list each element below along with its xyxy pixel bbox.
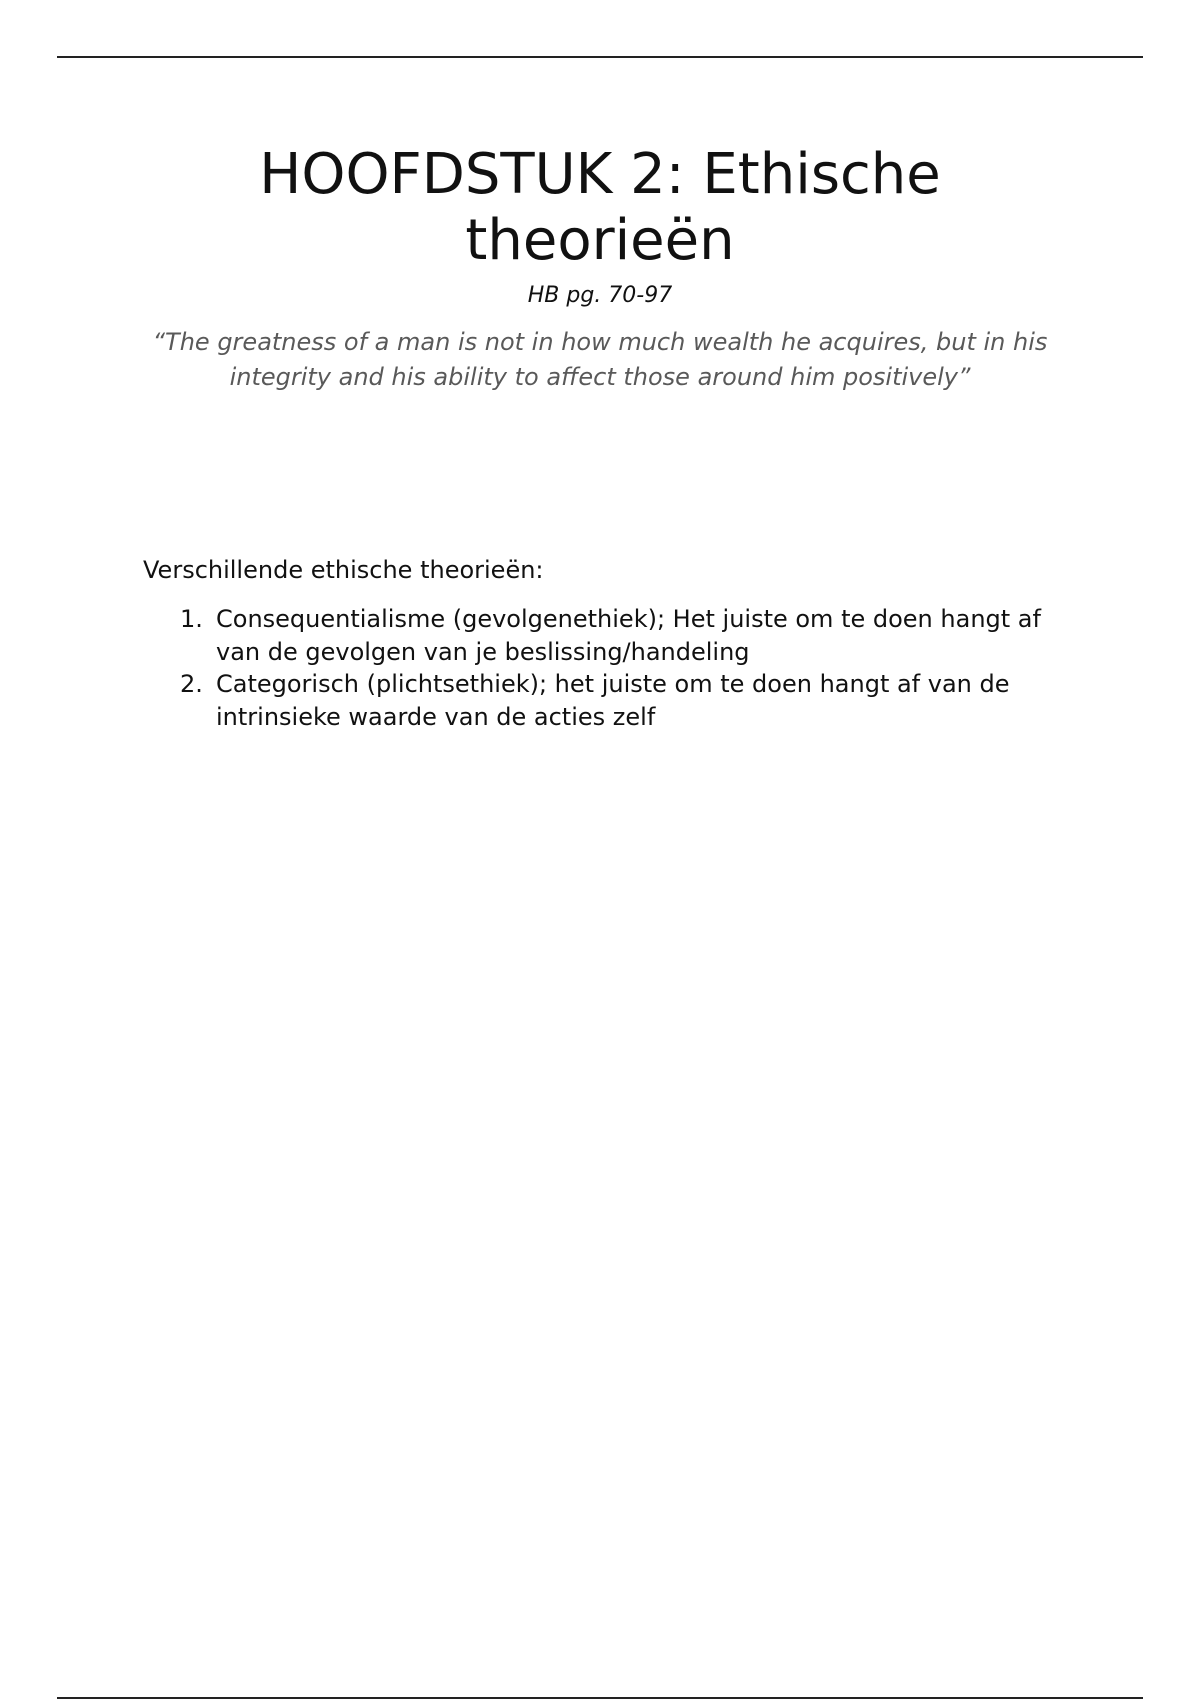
list-item: [143, 603, 1103, 668]
list-item-text: Consequentialisme (gevolgenethiek); Het juiste om te doen hangt af: [216, 605, 1041, 633]
theories-list: [143, 603, 1103, 733]
bottom-divider: [57, 1697, 1143, 1699]
list-intro: Verschillende ethische theorieën:: [143, 556, 544, 584]
page-title-line: theorieën: [465, 208, 735, 273]
quote-line: “The greatness of a man is not in how much wealth he acquires, but in his: [152, 328, 1048, 356]
list-item-number: 2.: [180, 670, 203, 698]
list-item: [143, 668, 1103, 733]
page-title: [0, 142, 1200, 274]
list-item-text: van de gevolgen van je beslissing/handeling: [216, 637, 750, 666]
list-item-number: 1.: [180, 605, 203, 633]
page-title-line: HOOFDSTUK 2: Ethische: [259, 142, 941, 207]
top-divider: [57, 56, 1143, 58]
list-item-text: intrinsieke waarde van de acties zelf: [216, 702, 656, 731]
list-item-text: Categorisch (plichtsethiek); het juiste om te doen hangt af van de: [216, 670, 1010, 698]
quote: [120, 325, 1080, 395]
page-reference: HB pg. 70-97: [527, 283, 673, 308]
quote-line: integrity and his ability to affect those around him positively”: [229, 363, 971, 391]
